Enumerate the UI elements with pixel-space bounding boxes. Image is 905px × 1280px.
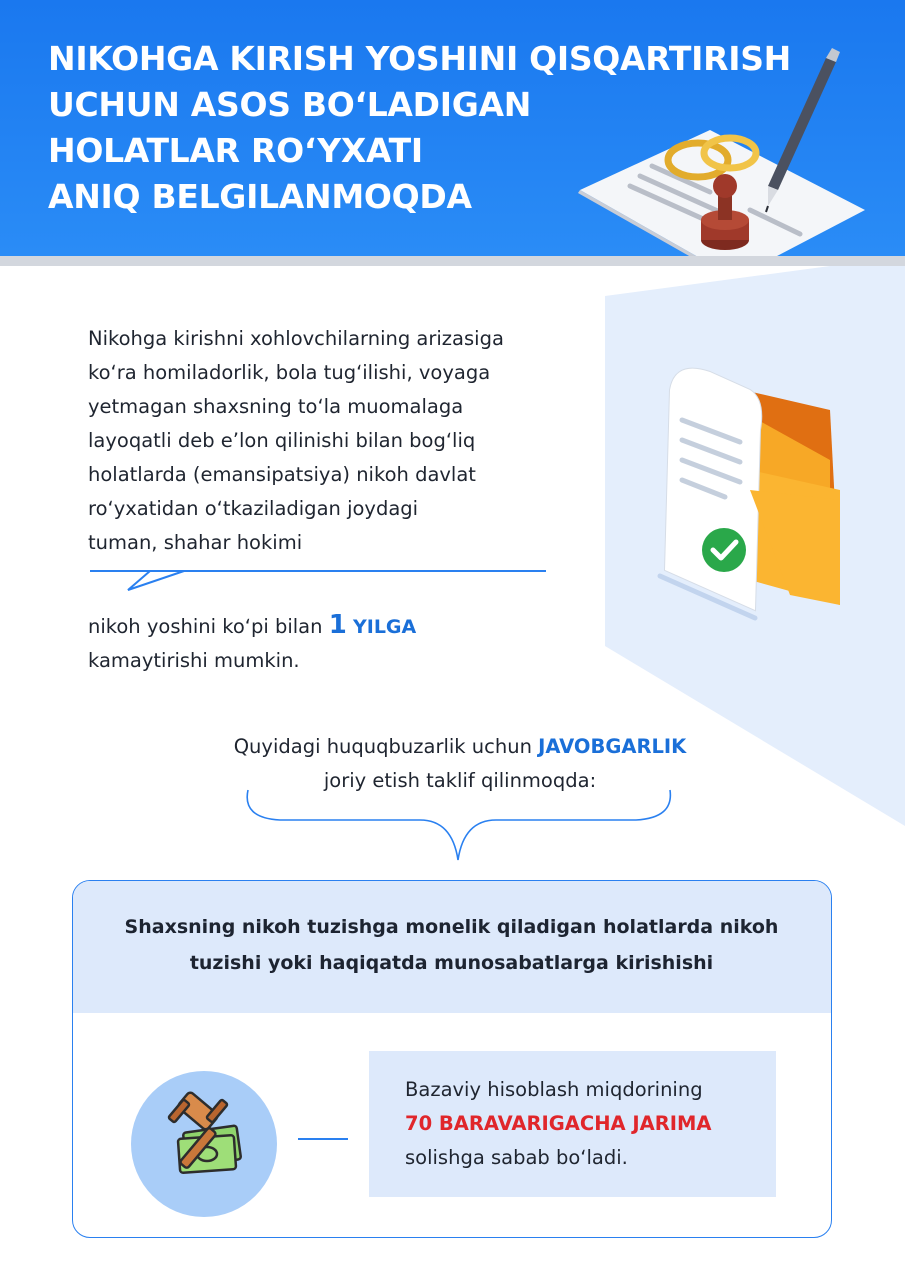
penalty-line1: Bazaviy hisoblash miqdorining — [405, 1078, 703, 1101]
reduction-amount: 1 — [328, 610, 347, 640]
marriage-document-rings-pen-stamp-icon — [560, 40, 880, 256]
intro-line: koʻra homiladorlik, bola tugʻilishi, voyaga — [88, 361, 491, 384]
reduction-text — [88, 608, 568, 678]
gavel-icon-badge — [131, 1071, 277, 1217]
reduction-unit: YILGA — [353, 616, 417, 638]
offense-card-header — [73, 881, 831, 1013]
intro-line: yetmagan shaxsning toʻla muomalaga — [88, 395, 464, 418]
intro-line: Nikohga kirishni xohlovchilarning arizasiga — [88, 327, 504, 350]
intro-line: layoqatli deb eʼlon qilinishi bilan bogʻliq — [88, 429, 476, 452]
offense-title-line: tuzishi yoki haqiqatda munosabatlarga kirishishi — [189, 952, 714, 974]
gavel-money-icon — [131, 1071, 277, 1217]
intro-line: holatlarda (emansipatsiya) nikoh davlat — [88, 463, 476, 486]
title-line: ANIQ BELGILANMOQDA — [48, 177, 472, 216]
curly-brace-divider — [240, 788, 680, 864]
offense-title-line: Shaxsning nikoh tuzishga monelik qiladigan holatlarda nikoh — [124, 916, 779, 938]
header-banner — [0, 0, 905, 256]
connector-line — [298, 1138, 348, 1140]
title-line: NIKOHGA KIRISH YOSHINI QISQARTIRISH — [48, 39, 791, 78]
page-title — [48, 36, 791, 220]
liability-prefix: Quyidagi huquqbuzarlik uchun — [233, 735, 532, 758]
title-line: UCHUN ASOS BOʻLADIGAN — [48, 85, 532, 124]
offense-card — [72, 880, 832, 1238]
liability-highlight: JAVOBGARLIK — [538, 735, 687, 758]
intro-line: tuman, shahar hokimi — [88, 531, 303, 554]
title-line: HOLATLAR ROʻYXATI — [48, 131, 423, 170]
approved-document-envelope-icon — [630, 350, 860, 630]
reduction-suffix: kamaytirishi mumkin. — [88, 649, 300, 672]
header-divider — [0, 256, 905, 266]
penalty-text — [405, 1073, 765, 1175]
penalty-box — [369, 1051, 776, 1197]
offense-title — [93, 909, 810, 981]
penalty-amount: 70 BARAVARIGACHA JARIMA — [405, 1112, 712, 1135]
liability-line2: joriy etish taklif qilinmoqda: — [323, 769, 597, 792]
intro-line: roʻyxatidan oʻtkaziladigan joydagi — [88, 497, 419, 520]
callout-pointer-line — [88, 566, 550, 594]
reduction-prefix: nikoh yoshini koʻpi bilan — [88, 615, 323, 638]
intro-text — [88, 322, 568, 560]
penalty-line3: solishga sabab boʻladi. — [405, 1146, 628, 1169]
